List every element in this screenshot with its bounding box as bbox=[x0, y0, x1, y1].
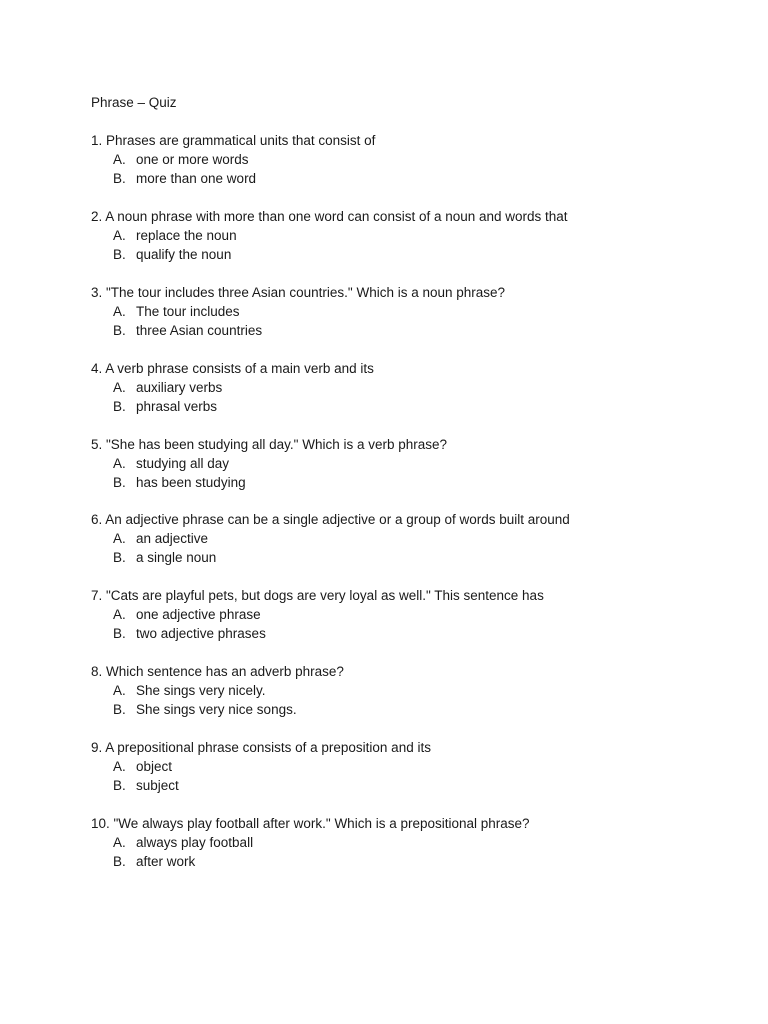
question-text: 4. A verb phrase consists of a main verb and its bbox=[91, 361, 374, 376]
page-title: Phrase – Quiz bbox=[91, 95, 177, 110]
option-a bbox=[91, 378, 731, 397]
option-letter: B. bbox=[113, 171, 126, 186]
question-text: 10. "We always play football after work." Which is a prepositional phrase? bbox=[91, 816, 530, 831]
option-letter: A. bbox=[113, 835, 126, 850]
question-4 bbox=[91, 359, 731, 416]
option-letter: B. bbox=[113, 778, 126, 793]
question-text: 8. Which sentence has an adverb phrase? bbox=[91, 664, 344, 679]
option-letter: A. bbox=[113, 152, 126, 167]
question-1 bbox=[91, 131, 731, 188]
option-b bbox=[91, 548, 731, 567]
option-b bbox=[91, 245, 731, 264]
option-text: two adjective phrases bbox=[136, 626, 266, 641]
option-b bbox=[91, 473, 731, 492]
option-text: has been studying bbox=[136, 475, 246, 490]
option-letter: A. bbox=[113, 683, 126, 698]
question-3 bbox=[91, 283, 731, 340]
question-text: 6. An adjective phrase can be a single adjective or a group of words built around bbox=[91, 512, 570, 527]
option-text: phrasal verbs bbox=[136, 399, 218, 414]
option-a bbox=[91, 605, 731, 624]
question-9 bbox=[91, 738, 731, 795]
option-a bbox=[91, 226, 731, 245]
option-text: auxiliary verbs bbox=[136, 380, 223, 395]
question-text: 2. A noun phrase with more than one word can consist of a noun and words that bbox=[91, 209, 568, 224]
option-a bbox=[91, 302, 731, 321]
question-text: 3. "The tour includes three Asian countries." Which is a noun phrase? bbox=[91, 285, 506, 300]
option-letter: A. bbox=[113, 759, 126, 774]
option-text: replace the noun bbox=[136, 228, 237, 243]
question-6 bbox=[91, 510, 731, 567]
option-b bbox=[91, 169, 731, 188]
option-a bbox=[91, 833, 731, 852]
question-5 bbox=[91, 435, 731, 492]
option-text: object bbox=[136, 759, 173, 774]
option-text: qualify the noun bbox=[136, 247, 232, 262]
option-text: She sings very nicely. bbox=[136, 683, 266, 698]
option-text: studying all day bbox=[136, 456, 230, 471]
option-letter: B. bbox=[113, 399, 126, 414]
option-letter: B. bbox=[113, 323, 126, 338]
option-text: a single noun bbox=[136, 550, 217, 565]
option-text: an adjective bbox=[136, 531, 209, 546]
question-text: 7. "Cats are playful pets, but dogs are very loyal as well." This sentence has bbox=[91, 588, 544, 603]
option-a bbox=[91, 150, 731, 169]
option-letter: A. bbox=[113, 607, 126, 622]
question-10 bbox=[91, 814, 731, 871]
question-text: 9. A prepositional phrase consists of a preposition and its bbox=[91, 740, 431, 755]
option-text: after work bbox=[136, 854, 196, 869]
option-text: The tour includes bbox=[136, 304, 240, 319]
option-text: three Asian countries bbox=[136, 323, 263, 338]
question-7 bbox=[91, 586, 731, 643]
option-b bbox=[91, 776, 731, 795]
option-letter: A. bbox=[113, 456, 126, 471]
option-b bbox=[91, 852, 731, 871]
option-a bbox=[91, 757, 731, 776]
question-8 bbox=[91, 662, 731, 719]
option-a bbox=[91, 681, 731, 700]
question-2 bbox=[91, 207, 731, 264]
option-b bbox=[91, 700, 731, 719]
option-letter: A. bbox=[113, 380, 126, 395]
option-a bbox=[91, 529, 731, 548]
option-letter: B. bbox=[113, 626, 126, 641]
option-letter: B. bbox=[113, 550, 126, 565]
question-text: 5. "She has been studying all day." Which is a verb phrase? bbox=[91, 437, 448, 452]
option-a bbox=[91, 454, 731, 473]
option-text: She sings very nice songs. bbox=[136, 702, 297, 717]
option-text: subject bbox=[136, 778, 179, 793]
option-letter: B. bbox=[113, 247, 126, 262]
option-letter: B. bbox=[113, 702, 126, 717]
option-letter: A. bbox=[113, 531, 126, 546]
option-text: more than one word bbox=[136, 171, 257, 186]
question-text: 1. Phrases are grammatical units that consist of bbox=[91, 133, 376, 148]
option-letter: A. bbox=[113, 304, 126, 319]
option-b bbox=[91, 624, 731, 643]
option-letter: A. bbox=[113, 228, 126, 243]
option-text: always play football bbox=[136, 835, 254, 850]
option-text: one adjective phrase bbox=[136, 607, 261, 622]
option-letter: B. bbox=[113, 854, 126, 869]
option-letter: B. bbox=[113, 475, 126, 490]
option-b bbox=[91, 321, 731, 340]
option-b bbox=[91, 397, 731, 416]
option-text: one or more words bbox=[136, 152, 249, 167]
